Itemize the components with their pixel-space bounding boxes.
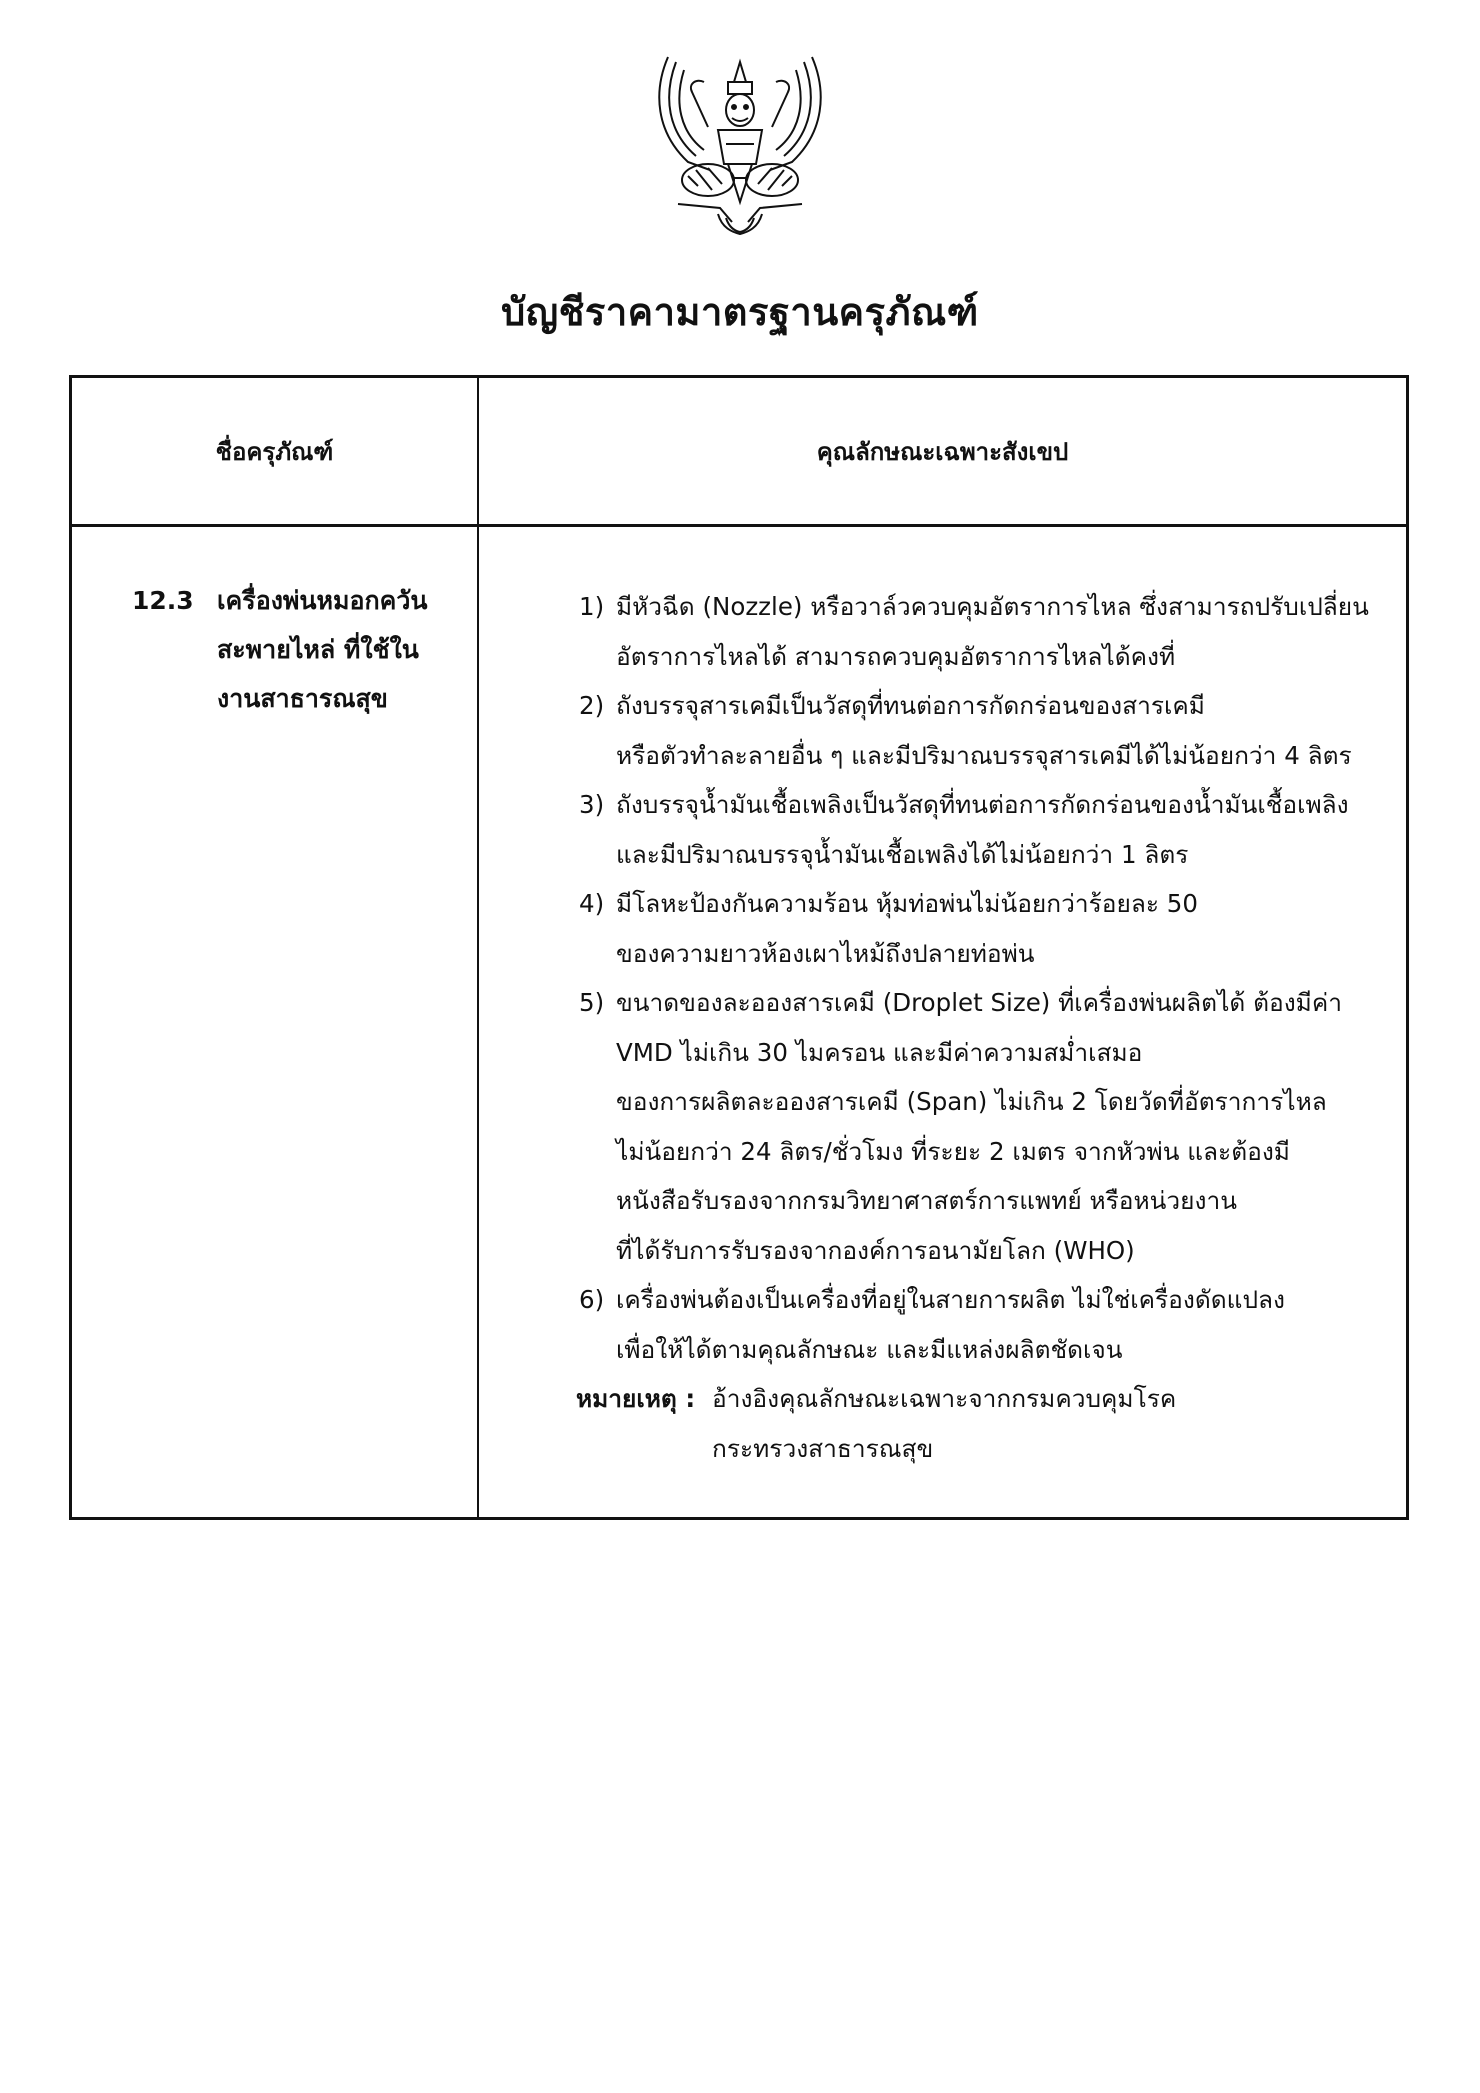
column-divider (477, 378, 479, 1517)
spec-line: อัตราการไหลได้ สามารถควบคุมอัตราการไหลได้คงที่ (616, 641, 1176, 671)
item-number: 12.3 (132, 586, 194, 615)
spec-line: ถังบรรจุสารเคมีเป็นวัสดุที่ทนต่อการกัดกร่อนของสารเคมี (616, 691, 1205, 720)
spec-line: VMD ไม่เกิน 30 ไมครอน และมีค่าความสม่ำเสมอ (616, 1037, 1143, 1067)
spec-line: เครื่องพ่นต้องเป็นเครื่องที่อยู่ในสายการผลิต ไม่ใช่เครื่องดัดแปลง (616, 1285, 1285, 1314)
spec-line: มีโลหะป้องกันความร้อน หุ้มท่อพ่นไม่น้อยกว่าร้อยละ 50 (616, 889, 1198, 918)
spec-number: 3) (579, 790, 605, 819)
spec-item (579, 681, 1396, 780)
spec-number: 2) (579, 691, 605, 720)
remark-label: หมายเหตุ : (576, 1384, 696, 1413)
spec-line: ของความยาวห้องเผาไหม้ถึงปลายท่อพ่น (616, 938, 1035, 968)
spec-number: 6) (579, 1285, 605, 1314)
spec-item (579, 780, 1396, 879)
spec-number: 1) (579, 592, 605, 621)
remark-line: อ้างอิงคุณลักษณะเฉพาะจากกรมควบคุมโรค (712, 1384, 1177, 1413)
price-standard-table (69, 375, 1409, 1520)
equipment-name-line: 12.3 เครื่องพ่นหมอกควัน (132, 576, 427, 625)
spec-line: หรือตัวทำละลายอื่น ๆ และมีปริมาณบรรจุสารเคมีได้ไม่น้อยกว่า 4 ลิตร (616, 740, 1352, 770)
header-equipment-name: ชื่อครุภัณฑ์ (215, 437, 334, 466)
spec-item (579, 879, 1396, 978)
spec-number: 5) (579, 988, 605, 1017)
specification-cell (576, 582, 1396, 1473)
spec-line: ของการผลิตละอองสารเคมี (Span) ไม่เกิน 2 โดยวัดที่อัตราการไหล (616, 1087, 1327, 1116)
spec-line: และมีปริมาณบรรจุน้ำมันเชื้อเพลิงได้ไม่น้อยกว่า 1 ลิตร (616, 839, 1189, 869)
spec-line: ไม่น้อยกว่า 24 ลิตร/ชั่วโมง ที่ระยะ 2 เมตร จากหัวพ่น และต้องมี (616, 1136, 1290, 1166)
spec-item (579, 582, 1396, 681)
remark-line: กระทรวงสาธารณสุข (712, 1433, 934, 1463)
equipment-name-line: งานสาธารณสุข (217, 684, 388, 713)
remark (576, 1374, 1396, 1473)
equipment-name-cell (132, 576, 427, 723)
header-specification: คุณลักษณะเฉพาะสังเขป (816, 437, 1069, 466)
spec-item (579, 1275, 1396, 1374)
garuda-emblem-icon (648, 52, 832, 238)
document-title: บัญชีราคามาตรฐานครุภัณฑ์ (501, 290, 979, 334)
spec-line: ถังบรรจุน้ำมันเชื้อเพลิงเป็นวัสดุที่ทนต่อการกัดกร่อนของน้ำมันเชื้อเพลิง (616, 790, 1349, 819)
spec-number: 4) (579, 889, 605, 918)
spec-line: ที่ได้รับการรับรองจากองค์การอนามัยโลก (WHO) (616, 1235, 1135, 1265)
spec-line: เพื่อให้ได้ตามคุณลักษณะ และมีแหล่งผลิตชัดเจน (616, 1334, 1123, 1364)
spec-line: ขนาดของละอองสารเคมี (Droplet Size) ที่เครื่องพ่นผลิตได้ ต้องมีค่า (616, 988, 1342, 1017)
equipment-name-line: สะพายไหล่ ที่ใช้ใน (217, 635, 419, 664)
spec-item (579, 978, 1396, 1275)
header-divider (72, 524, 1406, 527)
spec-line: มีหัวฉีด (Nozzle) หรือวาล์วควบคุมอัตราการไหล ซึ่งสามารถปรับเปลี่ยน (616, 592, 1369, 621)
spec-line: หนังสือรับรองจากกรมวิทยาศาสตร์การแพทย์ หรือหน่วยงาน (616, 1186, 1238, 1215)
